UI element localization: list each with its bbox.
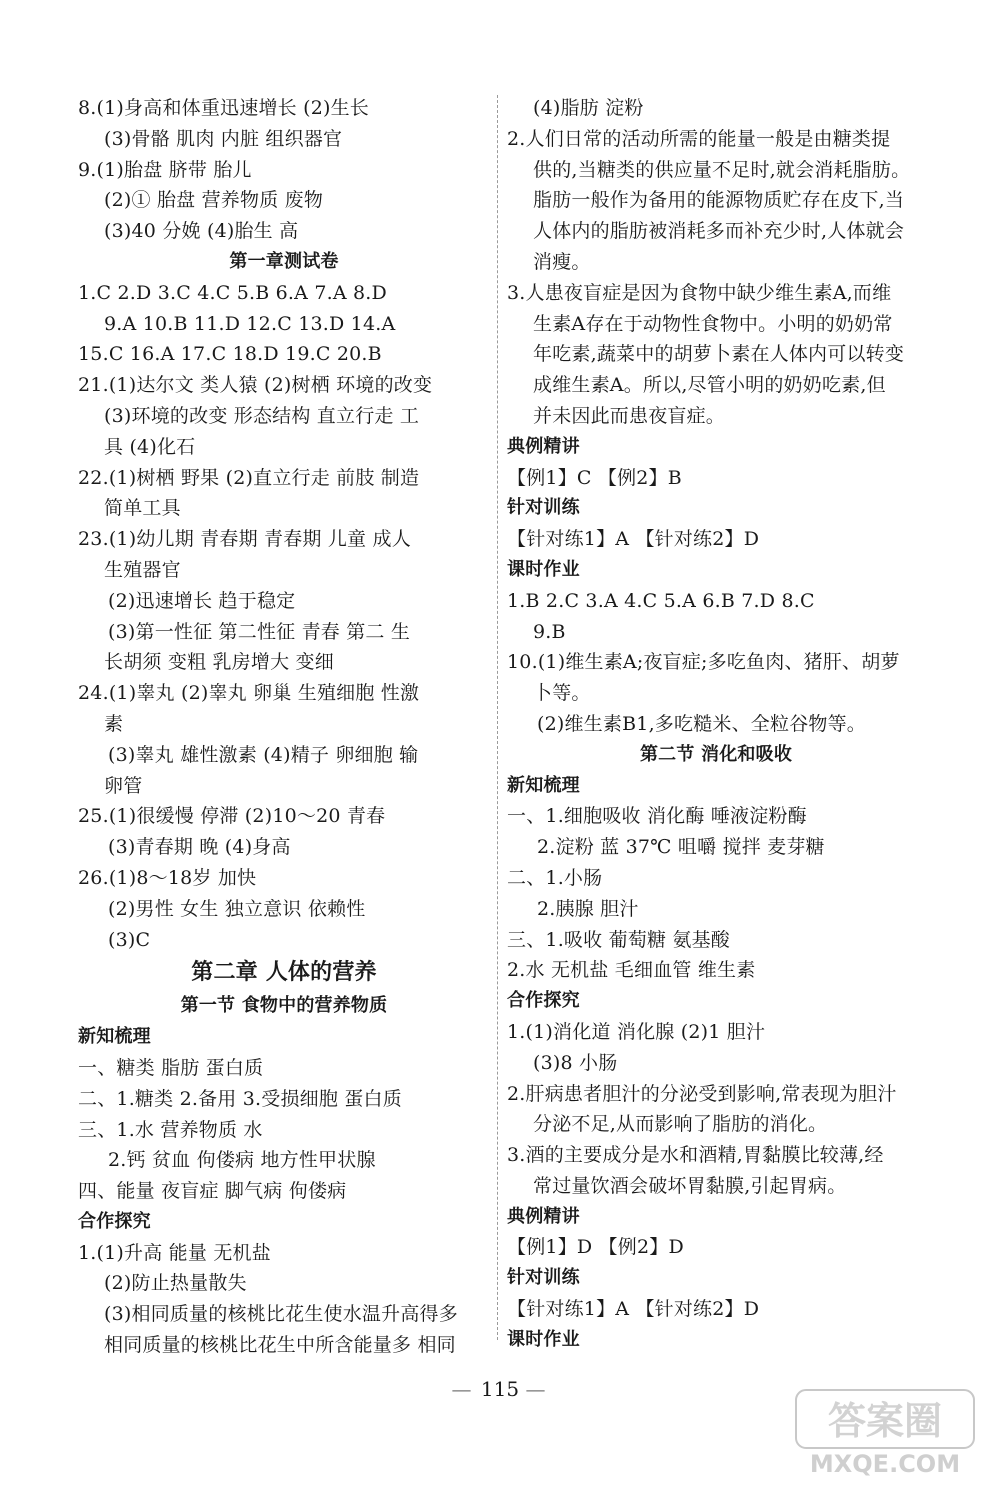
left-column-line: 1.(1)升高 能量 无机盐 — [78, 1241, 271, 1264]
left-column-line: (3)睾丸 雄性激素 (4)精子 卵细胞 输 — [108, 743, 419, 766]
left-column-line: 第一节 食物中的营养物质 — [180, 995, 388, 1017]
left-column-line: 三、1.水 营养物质 水 — [78, 1118, 263, 1141]
left-column-line: (3)青春期 晚 (4)身高 — [108, 836, 291, 859]
right-column-line: 成维生素A。所以,尽管小明的奶奶吃素,但 — [533, 374, 886, 397]
right-column-line: (2)维生素B1,多吃糙米、全粒谷物等。 — [537, 712, 867, 735]
left-column-line: 9.(1)胎盘 脐带 胎儿 — [78, 158, 252, 181]
right-column-line: 3.人患夜盲症是因为食物中缺少维生素A,而维 — [507, 281, 892, 304]
right-column-line: 一、1.细胞吸收 消化酶 唾液淀粉酶 — [507, 805, 807, 828]
right-column-line: 第二节 消化和吸收 — [639, 743, 793, 765]
left-column-line: 26.(1)8～18岁 加快 — [78, 866, 257, 889]
left-column-line: 素 — [104, 712, 124, 735]
right-column-line: 合作探究 — [507, 990, 580, 1012]
right-column-line: 分泌不足,从而影响了脂肪的消化。 — [533, 1113, 828, 1136]
left-column-line: (2)防止热量散失 — [104, 1272, 247, 1295]
left-column-line: 23.(1)幼儿期 青春期 青春期 儿童 成人 — [78, 528, 411, 551]
right-column-line: 三、1.吸收 葡萄糖 氨基酸 — [507, 928, 731, 951]
right-column-line: 1.B 2.C 3.A 4.C 5.A 6.B 7.D 8.C — [507, 589, 815, 612]
watermark-url: MXQE.COM — [809, 1450, 961, 1478]
left-column-line: (3)骨骼 肌肉 内脏 组织器官 — [104, 127, 343, 150]
left-column-line: (2)男性 女生 独立意识 依赖性 — [108, 897, 366, 920]
watermark-brand: 答案圈 — [827, 1399, 943, 1443]
right-column-line: 人体内的脂肪被消耗多而补充少时,人体就会 — [533, 220, 905, 243]
left-column-line: 21.(1)达尔文 类人猿 (2)树栖 环境的改变 — [78, 374, 433, 397]
right-column-line: 3.酒的主要成分是水和酒精,胃黏膜比较薄,经 — [507, 1144, 884, 1167]
watermark-logo — [790, 1386, 980, 1481]
left-column-line: 简单工具 — [104, 497, 181, 520]
right-column-line: 针对训练 — [507, 1267, 580, 1289]
right-column-line: 供的,当糖类的供应量不足时,就会消耗脂肪。 — [533, 158, 911, 181]
column-divider — [497, 95, 498, 1340]
right-column — [507, 93, 925, 1356]
right-column-line: 2.人们日常的活动所需的能量一般是由糖类提 — [507, 127, 891, 150]
left-column-line: 卵管 — [104, 774, 143, 797]
left-column — [78, 93, 490, 1361]
right-column-line: 典例精讲 — [507, 435, 580, 457]
right-column-line: 【针对练1】A 【针对练2】D — [507, 1298, 760, 1321]
right-column-line: (4)脂肪 淀粉 — [533, 97, 644, 119]
left-column-line: 相同质量的核桃比花生中所含能量多 相同 — [104, 1334, 456, 1357]
left-column-line: 1.C 2.D 3.C 4.C 5.B 6.A 7.A 8.D — [78, 281, 387, 304]
right-column-line: 2.肝病患者胆汁的分泌受到影响,常表现为胆汁 — [507, 1082, 897, 1105]
left-column-line: 9.A 10.B 11.D 12.C 13.D 14.A — [104, 312, 396, 335]
right-column-line: 并未因此而患夜盲症。 — [533, 404, 726, 427]
right-column-line: 【例1】D 【例2】D — [507, 1236, 684, 1259]
right-column-line: 9.B — [533, 620, 566, 643]
left-column-line: 具 (4)化石 — [104, 435, 196, 458]
left-column-line: 合作探究 — [78, 1210, 151, 1232]
right-column-line: 2.水 无机盐 毛细血管 维生素 — [507, 959, 756, 982]
right-column-line: 二、1.小肠 — [507, 866, 603, 889]
left-column-line: 15.C 16.A 17.C 18.D 19.C 20.B — [78, 343, 382, 366]
right-column-line: 卜等。 — [533, 682, 591, 705]
right-column-line: 典例精讲 — [507, 1205, 580, 1227]
right-column-line: 1.(1)消化道 消化腺 (2)1 胆汁 — [507, 1020, 766, 1043]
left-column-line: 四、能量 夜盲症 脚气病 佝偻病 — [78, 1180, 347, 1203]
page-number: — 115 — — [451, 1377, 549, 1401]
right-column-line: 10.(1)维生素A;夜盲症;多吃鱼肉、猪肝、胡萝 — [507, 651, 900, 674]
left-column-line: 24.(1)睾丸 (2)睾丸 卵巢 生殖细胞 性激 — [78, 682, 420, 705]
right-column-line: 年吃素,蔬菜中的胡萝卜素在人体内可以转变 — [533, 343, 905, 366]
left-column-line: 8.(1)身高和体重迅速增长 (2)生长 — [78, 97, 369, 119]
left-column-line: (3)相同质量的核桃比花生使水温升高得多 — [104, 1303, 458, 1326]
left-column-line: 第一章测试卷 — [229, 250, 339, 272]
left-column-line: (3)环境的改变 形态结构 直立行走 工 — [104, 404, 420, 427]
right-column-line: 生素A存在于动物性食物中。小明的奶奶常 — [533, 312, 893, 335]
left-column-line: 22.(1)树栖 野果 (2)直立行走 前肢 制造 — [78, 466, 420, 489]
right-column-line: 【针对练1】A 【针对练2】D — [507, 528, 760, 551]
right-column-line: (3)8 小肠 — [533, 1051, 618, 1074]
right-column-line: 脂肪一般作为备用的能源物质贮存在皮下,当 — [533, 189, 905, 212]
left-column-line: (2)① 胎盘 营养物质 废物 — [104, 189, 324, 212]
right-column-line: 课时作业 — [507, 1328, 580, 1350]
left-column-line: 25.(1)很缓慢 停滞 (2)10～20 青春 — [78, 805, 386, 828]
right-column-line: 针对训练 — [507, 497, 580, 519]
left-column-line: 生殖器官 — [104, 558, 181, 581]
right-column-line: 常过量饮酒会破坏胃黏膜,引起胃病。 — [533, 1174, 847, 1197]
left-column-line: 二、1.糖类 2.备用 3.受损细胞 蛋白质 — [78, 1087, 402, 1110]
right-column-line: 消瘦。 — [533, 250, 591, 273]
right-column-line: 2.胰腺 胆汁 — [537, 897, 639, 920]
left-column-line: 长胡须 变粗 乳房增大 变细 — [104, 651, 334, 674]
left-column-line: (3)第一性征 第二性征 青春 第二 生 — [108, 620, 411, 643]
left-column-line: (3)40 分娩 (4)胎生 高 — [104, 220, 299, 243]
left-column-line: 一、糖类 脂肪 蛋白质 — [78, 1056, 264, 1079]
right-column-line: 新知梳理 — [507, 774, 580, 796]
right-column-line: 课时作业 — [507, 558, 580, 580]
right-column-line: 2.淀粉 蓝 37℃ 咀嚼 搅拌 麦芽糖 — [537, 836, 825, 859]
left-column-line: (2)迅速增长 趋于稳定 — [108, 589, 296, 612]
left-column-line: 新知梳理 — [78, 1026, 151, 1048]
right-column-line: 【例1】C 【例2】B — [507, 466, 682, 489]
left-column-line: 2.钙 贫血 佝偻病 地方性甲状腺 — [108, 1149, 376, 1172]
left-column-line: 第二章 人体的营养 — [191, 960, 377, 986]
left-column-line: (3)C — [108, 928, 151, 951]
